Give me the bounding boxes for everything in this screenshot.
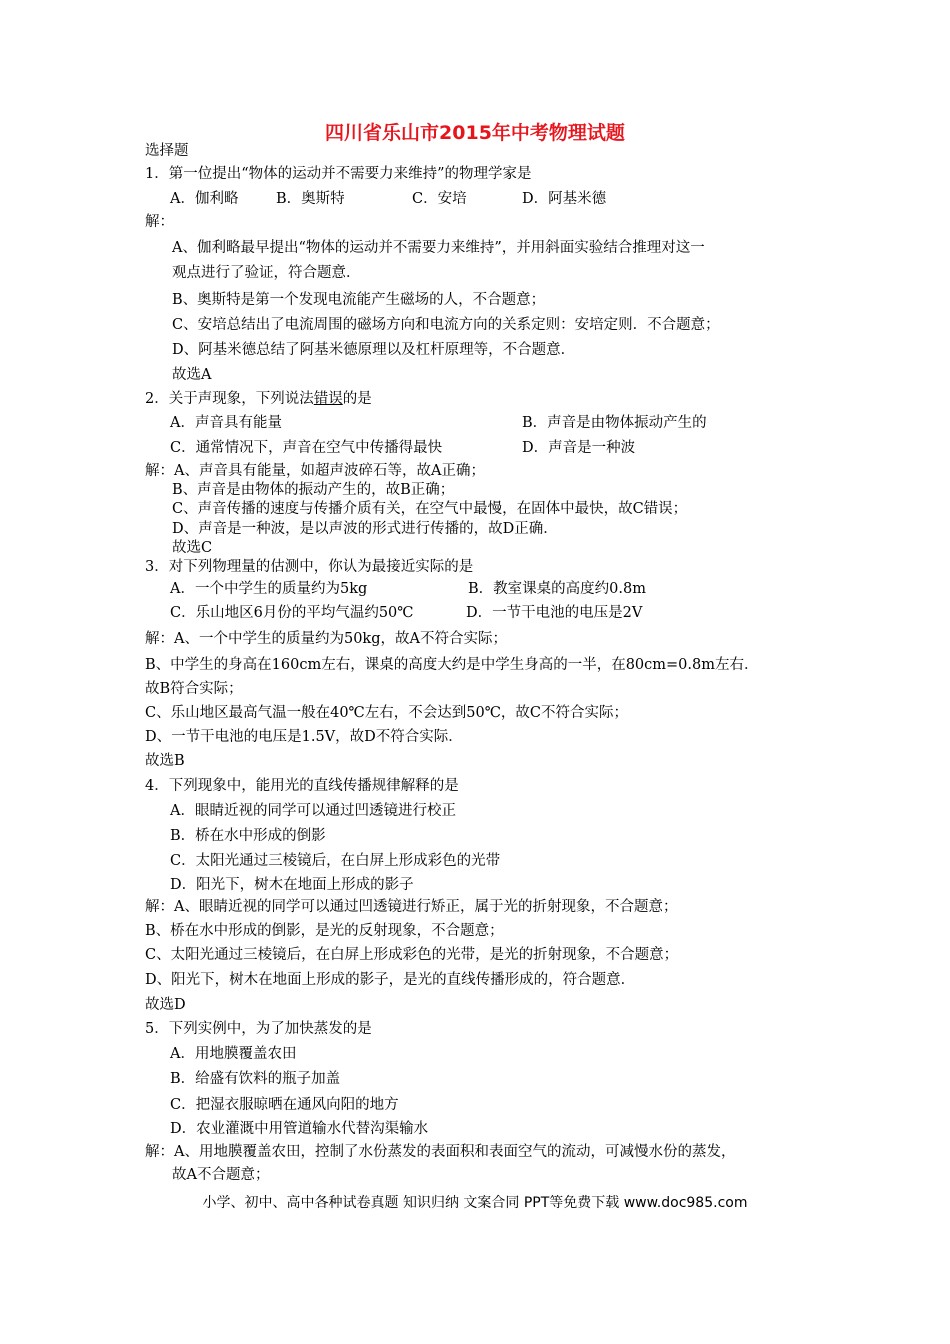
- q1-option-b: B．奥斯特: [276, 191, 345, 207]
- q2-option-d: D．声音是一种波: [522, 440, 636, 456]
- question-2-stem: [145, 390, 372, 408]
- q3-answer: 故选B: [145, 753, 185, 769]
- q5-solution-line: 故A不合题意；: [172, 1167, 270, 1183]
- q4-solution-line: 解：A、眼睛近视的同学可以通过凹透镜进行矫正，属于光的折射现象，不合题意；: [145, 899, 678, 915]
- q4-option-a: A．眼睛近视的同学可以通过凹透镜进行校正: [170, 803, 456, 819]
- q4-solution-line: C、太阳光通过三棱镜后，在白屏上形成彩色的光带，是光的折射现象，不合题意；: [145, 947, 679, 963]
- q1-option-a: A．伽利略: [170, 191, 239, 207]
- q3-solution-line: B、中学生的身高在160cm左右，课桌的高度大约是中学生身高的一半，在80cm=0.8m左右．: [145, 657, 759, 673]
- q1-solution-line: B、奥斯特是第一个发现电流能产生磁场的人，不合题意；: [172, 292, 546, 308]
- question-1-stem: 1．第一位提出“物体的运动并不需要力来维持”的物理学家是: [145, 166, 532, 182]
- q3-solution-line: 解：A、一个中学生的质量约为50kg，故A不符合实际；: [145, 631, 507, 647]
- q1-solution-line: C、安培总结出了电流周围的磁场方向和电流方向的关系定则：安培定则．不合题意；: [172, 317, 720, 333]
- q2-option-c: C．通常情况下，声音在空气中传播得最快: [170, 440, 443, 456]
- footer-watermark: 小学、初中、高中各种试卷真题 知识归纳 文案合同 PPT等免费下载 www.doc985.com: [202, 1195, 748, 1211]
- page-title: 四川省乐山市2015年中考物理试题: [325, 122, 625, 144]
- q2-solution-line: D、声音是一种波，是以声波的形式进行传播的，故D正确．: [172, 521, 558, 537]
- q4-option-b: B．桥在水中形成的倒影: [170, 828, 326, 844]
- q1-solution-line: A、伽利略最早提出“物体的运动并不需要力来维持”，并用斜面实验结合推理对这一: [172, 240, 705, 256]
- q1-option-d: D．阿基米德: [522, 191, 607, 207]
- question-5-stem: 5．下列实例中，为了加快蒸发的是: [145, 1021, 372, 1037]
- q5-option-d: D．农业灌溉中用管道输水代替沟渠输水: [170, 1121, 429, 1137]
- q2-stem-text: 的是: [342, 391, 372, 407]
- q2-solution-line: 解：A、声音具有能量，如超声波碎石等，故A正确；: [145, 463, 485, 479]
- q2-solution-line: C、声音传播的速度与传播介质有关，在空气中最慢，在固体中最快，故C错误；: [172, 501, 688, 517]
- q1-solution-line: D、阿基米德总结了阿基米德原理以及杠杆原理等，不合题意．: [172, 342, 576, 358]
- q1-answer: 故选A: [172, 367, 212, 383]
- q3-option-b: B．教室课桌的高度约0.8m: [468, 581, 646, 597]
- question-3-stem: 3．对下列物理量的估测中，你认为最接近实际的是: [145, 559, 474, 575]
- q2-stem-text: 2．关于声现象，下列说法: [145, 391, 314, 407]
- question-4-stem: 4．下列现象中，能用光的直线传播规律解释的是: [145, 778, 459, 794]
- q5-option-a: A．用地膜覆盖农田: [170, 1046, 297, 1062]
- q5-option-b: B．给盛有饮料的瓶子加盖: [170, 1071, 341, 1087]
- q2-solution-line: B、声音是由物体的振动产生的，故B正确；: [172, 482, 455, 498]
- q4-answer: 故选D: [145, 997, 186, 1013]
- q5-option-c: C．把湿衣服晾晒在通风向阳的地方: [170, 1097, 399, 1113]
- q4-solution-line: B、桥在水中形成的倒影，是光的反射现象，不合题意；: [145, 923, 504, 939]
- q3-solution-line: 故B符合实际；: [145, 681, 243, 697]
- q1-option-c: C．安培: [412, 191, 467, 207]
- q1-solution-line: 观点进行了验证，符合题意．: [172, 265, 361, 281]
- q4-option-d: D．阳光下，树木在地面上形成的影子: [170, 877, 414, 893]
- q3-option-c: C．乐山地区6月份的平均气温约50℃: [170, 605, 414, 621]
- q3-solution-line: D、一节干电池的电压是1.5V，故D不符合实际．: [145, 729, 463, 745]
- q2-answer: 故选C: [172, 540, 213, 556]
- q3-solution-line: C、乐山地区最高气温一般在40℃左右，不会达到50℃，故C不符合实际；: [145, 705, 629, 721]
- q5-solution-line: 解：A、用地膜覆盖农田，控制了水份蒸发的表面积和表面空气的流动，可减慢水份的蒸发，: [145, 1144, 736, 1160]
- q1-solution-label: 解：: [145, 214, 174, 230]
- q3-option-d: D．一节干电池的电压是2V: [466, 605, 643, 621]
- q2-option-b: B．声音是由物体振动产生的: [522, 415, 707, 431]
- q2-stem-emphasis: 错误: [313, 391, 343, 407]
- q2-option-a: A．声音具有能量: [170, 415, 282, 431]
- q3-option-a: A．一个中学生的质量约为5kg: [170, 581, 368, 597]
- q4-option-c: C．太阳光通过三棱镜后，在白屏上形成彩色的光带: [170, 853, 501, 869]
- section-heading: 选择题: [145, 143, 189, 159]
- q4-solution-line: D、阳光下，树木在地面上形成的影子，是光的直线传播形成的，符合题意．: [145, 972, 636, 988]
